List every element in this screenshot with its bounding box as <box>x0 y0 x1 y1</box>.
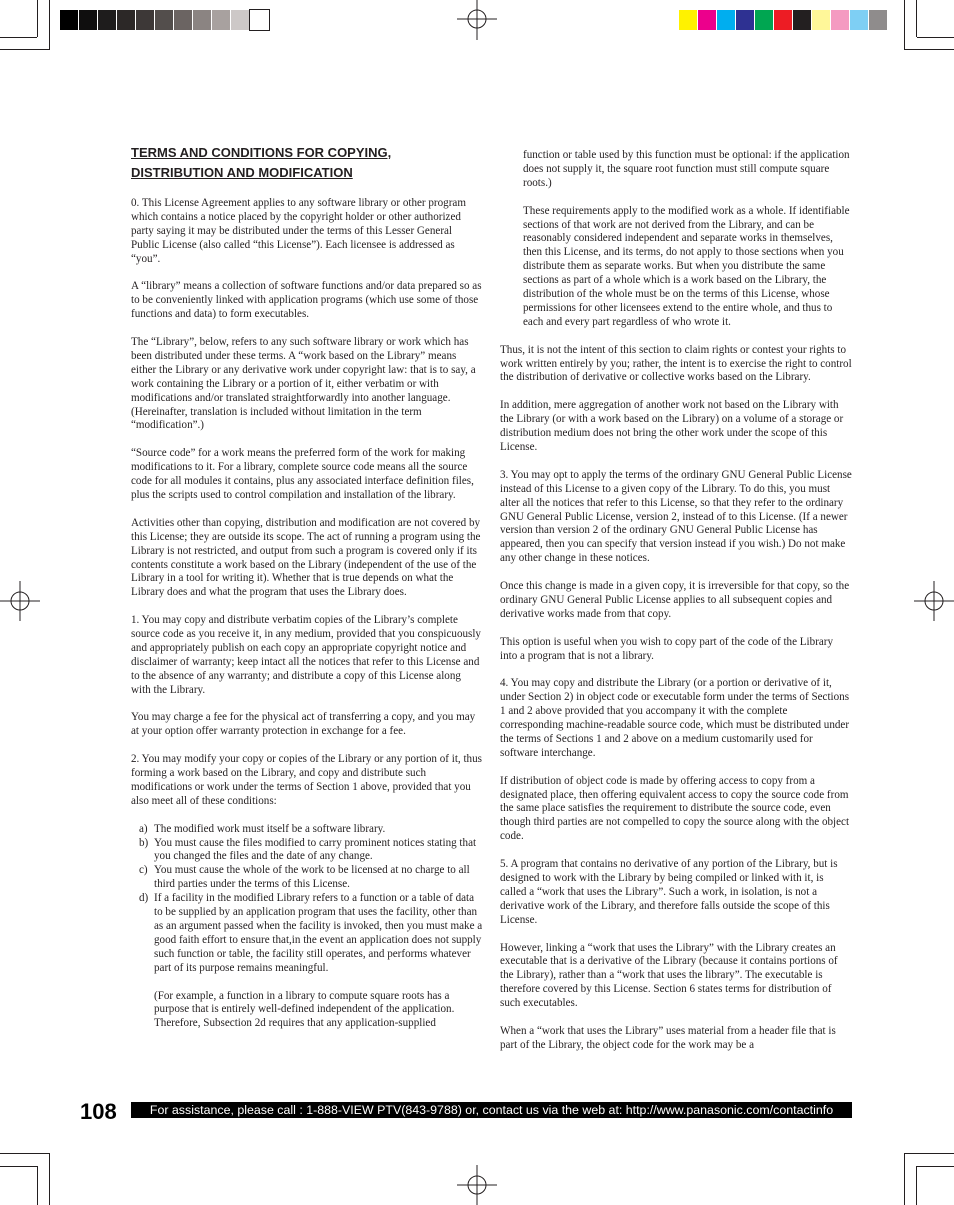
color-swatch <box>831 10 850 30</box>
paragraph: 4. You may copy and distribute the Library (or a portion or derivative of it, under Section 2) in object code or executable form under the terms of Sections 1 and 2 above provided that you accompany it with the complete corresponding machine-readable source code, which must be distributed under the terms of Sections 1 and 2 above on a medium customarily used for software interchange. <box>500 677 850 759</box>
list-item <box>131 864 483 892</box>
crop-mark <box>904 0 905 50</box>
list-item <box>131 892 483 975</box>
heading-line-2: DISTRIBUTION AND MODIFICATION <box>131 165 353 180</box>
paragraph: This option is useful when you wish to copy part of the code of the Library into a program that is not a library. <box>500 635 834 662</box>
paragraph: A “library” means a collection of software functions and/or data prepared so as to be conveniently linked with application programs (which use some of those functions and data) to form executables. <box>131 280 482 321</box>
crop-mark <box>37 0 38 37</box>
registration-mark-icon <box>457 0 497 40</box>
paragraph: function or table used by this function must be optional: if the application does not supply it, the square root function must still compute square roots.) <box>523 149 850 189</box>
grayscale-swatch <box>136 10 155 30</box>
crop-mark <box>37 1166 38 1205</box>
grayscale-swatch <box>117 10 136 30</box>
crop-mark <box>0 49 50 50</box>
grayscale-swatch <box>250 10 269 30</box>
grayscale-swatch <box>60 10 79 30</box>
color-swatch-bar <box>679 10 888 30</box>
color-swatch <box>755 10 774 30</box>
crop-mark <box>904 1153 905 1205</box>
list-item-text: The modified work must itself be a software library. <box>154 822 386 835</box>
list-marker: d) <box>139 892 149 905</box>
grayscale-swatch <box>231 10 250 30</box>
paragraph: When a “work that uses the Library” uses material from a header file that is part of the Library, the object code for the work may be a <box>500 1024 836 1051</box>
color-swatch <box>679 10 698 30</box>
paragraph: Thus, it is not the intent of this section to claim rights or contest your rights to work written entirely by you; rather, the intent is to exercise the right to control the distribution of derivative or collective works based on the Library. <box>500 343 852 384</box>
paragraph: You may charge a fee for the physical act of transferring a copy, and you may at your option offer warranty protection in exchange for a fee. <box>131 711 476 738</box>
crop-mark <box>917 1166 954 1167</box>
registration-mark-icon <box>914 581 954 621</box>
grayscale-swatch <box>155 10 174 30</box>
list-marker: c) <box>139 864 148 877</box>
paragraph: 3. You may opt to apply the terms of the ordinary GNU General Public License instead of this License to a given copy of the Library. To do this, you must alter all the notices that refer to this License, so that they refer to the ordinary GNU General Public License, version 2, instead of to this License. (If a newer version than version 2 of the ordinary GNU General Public License has appeared, then you can specify that version instead if you wish.) Do not make any other change in these notices. <box>500 468 852 565</box>
paragraph: Once this change is made in a given copy, it is irreversible for that copy, so the ordinary GNU General Public License applies to all subsequent copies and derivative works made from that copy. <box>500 580 850 620</box>
paragraph: “Source code” for a work means the preferred form of the work for making modifications to it. For a library, complete source code means all the source code for all modules it contains, plus any associated interface definition files, plus the scripts used to control compilation and installation of the library. <box>131 447 474 501</box>
paragraph: If distribution of object code is made by offering access to copy from a designated place, then offering equivalent access to copy the source code from the same place satisfies the requirement to distribute the source code, even though third parties are not compelled to copy the source along with the object code. <box>500 774 850 843</box>
paragraph: 5. A program that contains no derivative of any portion of the Library, but is designed to work with the Library by being compiled or linked with it, is called a “work that uses the Library”. Such a work, in isolation, is not a derivative work of the Library, and therefore falls outside the scope of this License. <box>500 858 838 926</box>
crop-mark <box>0 1153 50 1154</box>
list-item <box>131 823 483 837</box>
paragraph: Activities other than copying, distribution and modification are not covered by this License; they are outside its scope. The act of running a program using the Library is not restricted, and output from such a program is covered only if its contents constitute a work based on the Library (independent of the use of the Library in a tool for writing it). Whether that is true depends on what the Library does and what the program that uses the Library does. <box>131 516 481 599</box>
color-swatch <box>850 10 869 30</box>
crop-mark <box>904 1153 954 1154</box>
crop-mark <box>0 1166 37 1167</box>
paragraph: In addition, mere aggregation of another work not based on the Library with the Library (or with a work based on the Library) on a volume of a storage or distribution medium does not bring the other work under the scope of this License. <box>500 399 844 453</box>
paragraph: (For example, a function in a library to compute square roots has a purpose that is entirely well-defined independent of the application. Therefore, Subsection 2d requires that any application-supplied <box>154 989 455 1030</box>
heading-line-1: TERMS AND CONDITIONS FOR COPYING, <box>131 145 392 160</box>
paragraph: The “Library”, below, refers to any such software library or work which has been distributed under these terms. A “work based on the Library” means either the Library or any derivative work under copyright law: that is to say, a work containing the Library or a portion of it, either verbatim or with modifications and/or translated straightforwardly into another language. (Hereinafter, translation is included without limitation in the term “modification”.) <box>131 336 476 432</box>
paragraph: These requirements apply to the modified work as a whole. If identifiable sections of that work are not derived from the Library, and can be reasonably considered independent and separate works in themselves, then this License, and its terms, do not apply to those sections when you distribute them as separate works. But when you distribute the same sections as part of a whole which is a work based on the Library, the distribution of the whole must be on the terms of this License, whose permissions for other licensees extend to the entire whole, and thus to each and every part regardless of who wrote it. <box>523 204 850 328</box>
left-column <box>131 143 483 1045</box>
crop-mark <box>0 37 37 38</box>
list-marker: b) <box>139 836 149 849</box>
crop-mark <box>49 0 50 50</box>
grayscale-swatch <box>174 10 193 30</box>
list-item-text: You must cause the whole of the work to be licensed at no charge to all third parties under the terms of this License. <box>154 864 470 891</box>
color-swatch <box>698 10 717 30</box>
grayscale-swatch <box>98 10 117 30</box>
page-number: 108 <box>80 1099 117 1124</box>
crop-mark <box>916 1166 917 1205</box>
section-heading <box>131 143 483 183</box>
list-item-text: If a facility in the modified Library refers to a function or a table of data to be supplied by an application program that uses the facility, other than as an argument passed when the facility is invoked, then you must make a good faith effort to ensure that,in the event an application does not supply such function or table, the facility still operates, and performs whatever part of its purpose remains meaningful. <box>154 892 483 974</box>
list-item <box>131 837 483 865</box>
grayscale-swatch <box>79 10 98 30</box>
conditions-list <box>131 823 483 976</box>
paragraph: However, linking a “work that uses the Library” with the Library creates an executable that is a derivative of the Library (because it contains portions of the Library), rather than a “work that uses the library”. The executable is therefore covered by this License. Section 6 states terms for distribution of such executables. <box>500 941 838 1010</box>
color-swatch <box>736 10 755 30</box>
paragraph: 0. This License Agreement applies to any software library or other program which contains a notice placed by the copyright holder or other authorized party saying it may be distributed under the terms of this Lesser General Public License (also called “this License”). Each licensee is addressed as “you”. <box>131 197 466 265</box>
grayscale-swatch-bar <box>60 10 269 30</box>
color-swatch <box>717 10 736 30</box>
crop-mark <box>917 37 954 38</box>
paragraph: 2. You may modify your copy or copies of the Library or any portion of it, thus forming a work based on the Library, and copy and distribute such modifications or work under the terms of Section 1 above, provided that you also meet all of these conditions: <box>131 753 482 807</box>
grayscale-swatch <box>193 10 212 30</box>
crop-mark <box>916 0 917 37</box>
registration-mark-icon <box>457 1165 497 1205</box>
list-marker: a) <box>139 822 148 835</box>
assistance-footer: For assistance, please call : 1-888-VIEW PTV(843-9788) or, contact us via the web at: http://www.panasonic.com/contactinfo <box>131 1102 852 1118</box>
paragraph: 1. You may copy and distribute verbatim copies of the Library’s complete source code as you receive it, in any medium, provided that you conspicuously and appropriately publish on each copy an appropriate copyright notice and disclaimer of warranty; keep intact all the notices that refer to this License and to the absence of any warranty; and distribute a copy of this License along with the Library. <box>131 614 481 696</box>
color-swatch <box>869 10 888 30</box>
crop-mark <box>49 1153 50 1205</box>
right-column <box>500 149 852 1067</box>
registration-mark-icon <box>0 581 40 621</box>
grayscale-swatch <box>212 10 231 30</box>
color-swatch <box>812 10 831 30</box>
color-swatch <box>793 10 812 30</box>
list-item-text: You must cause the files modified to carry prominent notices stating that you changed the files and the date of any change. <box>154 836 477 863</box>
crop-mark <box>904 49 954 50</box>
color-swatch <box>774 10 793 30</box>
